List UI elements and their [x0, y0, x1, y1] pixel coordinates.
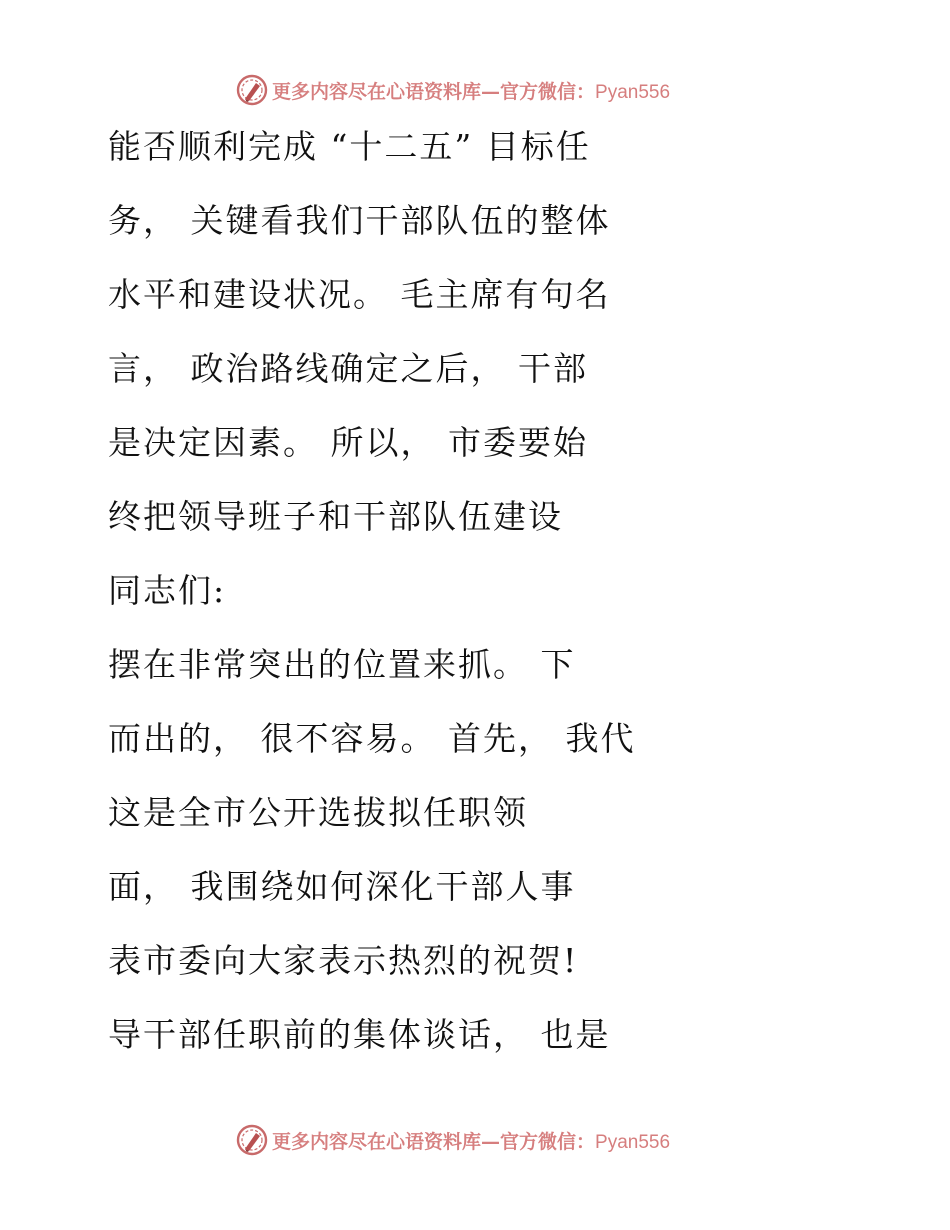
text-line: 表市委向大家表示热烈的祝贺!	[108, 941, 579, 980]
header-watermark	[236, 72, 670, 108]
watermark-handle: Pyan556	[595, 1131, 671, 1153]
watermark-handle: Pyan556	[595, 81, 671, 103]
footer-watermark	[236, 1122, 670, 1158]
text-line: 面， 我围绕如何深化干部人事	[108, 867, 576, 906]
pen-logo-icon	[236, 74, 268, 106]
document-body	[108, 122, 908, 1084]
text-line: 终把领导班子和干部队伍建设	[108, 497, 563, 536]
text-line: 同志们:	[108, 571, 227, 610]
text-line: 是决定因素。 所以， 市委要始	[108, 423, 588, 462]
watermark-text: 更多内容尽在心语资料库—官方微信：Pyan556	[272, 1130, 671, 1153]
text-line: 摆在非常突出的位置来抓。 下	[108, 645, 576, 684]
text-line: 水平和建设状况。 毛主席有句名	[108, 275, 611, 314]
text-line: 能否顺利完成 “十二五” 目标任	[108, 127, 591, 166]
text-line: 这是全市公开选拔拟任职领	[108, 793, 528, 832]
text-line: 务， 关键看我们干部队伍的整体	[108, 201, 611, 240]
text-line: 导干部任职前的集体谈话， 也是	[108, 1015, 611, 1054]
text-line: 言， 政治路线确定之后， 干部	[108, 349, 588, 388]
pen-logo-icon	[236, 1124, 268, 1156]
watermark-text: 更多内容尽在心语资料库—官方微信：Pyan556	[272, 80, 671, 103]
text-line: 而出的， 很不容易。 首先， 我代	[108, 719, 636, 758]
